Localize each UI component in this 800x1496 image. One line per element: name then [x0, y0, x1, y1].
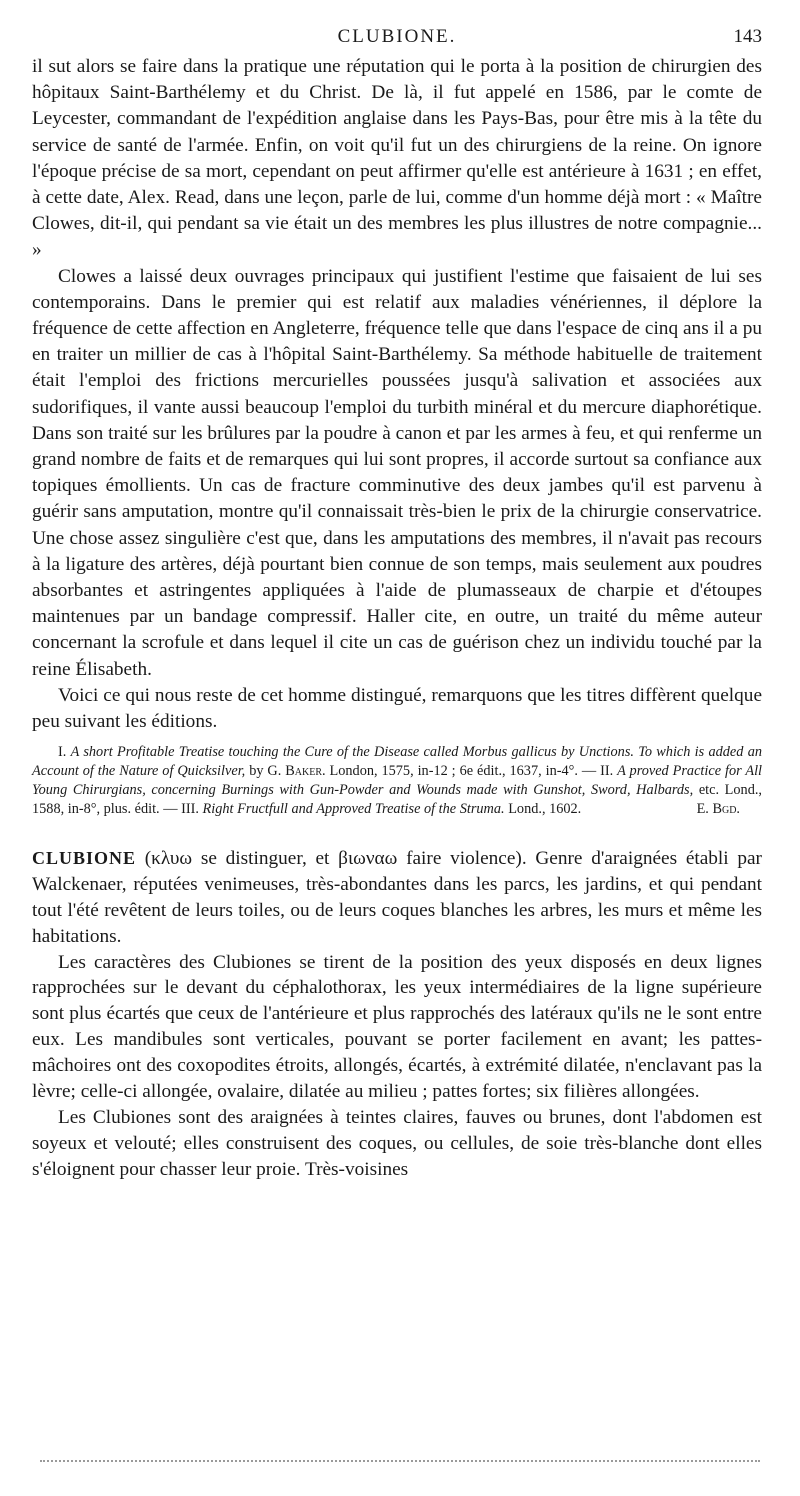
- bottom-dotted-rule: [40, 1460, 760, 1462]
- by-word: by: [249, 763, 264, 780]
- work-author-1: G. Baker.: [267, 763, 326, 780]
- work-number-1: I.: [58, 744, 67, 761]
- clubione-entry: [32, 846, 762, 1183]
- definition-text: Genre d'araignées établi par Walckenaer, réputées venimeuses, très-abondantes dans les parcs, les jardins, et qui pendant tout l'été revêtent de leurs toiles, ou de leurs coques blanches les arbres, les murs et même les habitations.: [32, 847, 762, 947]
- etymology-gloss-2: faire violence).: [406, 847, 527, 869]
- work-title-1: A short Profitable Treatise touching the Cure of the Disease called Morbus gallicus by Unctions. To which is added an Account of the Nature of Quicksilver,: [32, 744, 762, 780]
- clubione-paragraph-3: Les Clubiones sont des araignées à teintes claires, fauves ou brunes, dont l'abdomen est soyeux et velouté; elles construisent des coques, ou cellules, de soie très-blanche dont elles s'éloignent pour chasser leur proie. Très-voisines: [32, 1106, 762, 1180]
- author-signature: E. Bgd.: [696, 801, 740, 818]
- clubione-paragraph-1: [32, 846, 762, 950]
- running-title: CLUBIONE.: [337, 26, 457, 47]
- work-number-3: III.: [181, 801, 199, 817]
- work-number-2: II.: [600, 763, 614, 780]
- clowes-paragraph-2: Clowes a laissé deux ouvrages principaux qui justifient l'estime que faisaient de lui ses contemporains. Dans le premier qui est relatif aux maladies vénériennes, il déplore la fréquence de cette affection en Angleterre, fréquence telle que dans l'espace de cinq ans il a pu en traiter un millier de cas à l'hôpital Saint-Barthélemy. Sa méthode habituelle de traitement était l'emploi des frictions mercurielles poussées jusqu'à salivation et associées aux sudorifiques, il vante aussi beaucoup l'emploi du turbith minéral et du mercure diaphorétique. Dans son traité sur les brûlures par la poudre à canon et par les armes à feu, et qui renferme un grand nombre de faits et de remarques qui lui sont propres, il accorde surtout sa confiance aux topiques émollients. Un cas de fracture comminutive des deux jambes qu'il est parvenu à guérir sans amputation, montre qu'il connaissait très-bien le prix de la chirurgie conservatrice. Une chose assez singulière c'est que, dans les amputations des membres, il n'avait pas recours à la ligature des artères, déjà pourtant bien connue de son temps, mais seulement aux poudres absorbantes et astringentes appliquées à l'aide de plumasseaux de charpie et d'étoupes maintenues par un bandage compressif. Haller cite, en outre, un traité du même auteur concernant la scrofule et dans lequel il cite un cas de guérison chez un individu touché par la reine Élisabeth.: [32, 265, 762, 680]
- clubione-paragraph-2: Les caractères des Clubiones se tirent de la position des yeux disposés en deux lignes rapprochées sur le devant du céphalothorax, les yeux intermédiaires de la ligne supérieure sont plus écartés que ceux de l'antérieure et plus rapprochés des latéraux qu'ils ne le sont entre eux. Les mandibules sont verticales, pouvant se porter facilement en avant; les pattes-mâchoires ont des coxopodites étroits, allongés, écartés, à extrémité dilatée, n'enclavant pas la lèvre; celle-ci allongée, ovalaire, dilatée au milieu ; pattes fortes; six filières allongées.: [32, 951, 762, 1103]
- bibliography: [32, 743, 762, 819]
- etymology-greek-2: βιωναω: [338, 847, 398, 869]
- clowes-paragraph-3: Voici ce qui nous reste de cet homme distingué, remarquons que les titres diffèrent quelque peu suivant les éditions.: [32, 684, 762, 733]
- work-title-3: Right Fructfull and Approved Treatise of the Struma.: [202, 801, 505, 817]
- work-details-2: etc. Lond., 1588, in-8°, plus. édit. —: [32, 782, 762, 817]
- page-number: 143: [733, 26, 762, 47]
- etymology-gloss-1: se distinguer, et: [200, 847, 330, 869]
- clowes-paragraph-1: il sut alors se faire dans la pratique une réputation qui le porta à la position de chirurgien des hôpitaux Saint-Barthélemy et du Christ. De là, il fut appelé en 1586, par le comte de Leycester, commandant de l'expédition anglaise dans les Pays-Bas, pour être mis à la tête du service de santé de l'armée. Enfin, on voit qu'il fut un des chirurgiens de la reine. On ignore l'époque précise de sa mort, cependant on peut affirmer qu'elle est antérieure à 1631 ; en effet, à cette date, Alex. Read, dans une leçon, parle de lui, comme d'un homme déjà mort : « Maître Clowes, dit-il, qui pendant sa vie était un des membres les plus illustres de notre compagnie... »: [32, 56, 762, 261]
- headword: CLUBIONE: [32, 847, 137, 868]
- work-details-3: Lond., 1602.: [508, 801, 582, 817]
- page: [32, 26, 762, 1183]
- etymology-greek-1: (κλυω: [144, 847, 193, 869]
- work-title-2: A proved Practice for All Young Chirurgians, concerning Burnings with Gun-Powder and Wounds made with Gunshot, Sword, Halbards,: [32, 763, 763, 799]
- work-details-1: London, 1575, in-12 ; 6e édit., 1637, in-4°. —: [329, 763, 597, 780]
- running-head: [32, 26, 762, 54]
- clowes-article: [32, 54, 762, 735]
